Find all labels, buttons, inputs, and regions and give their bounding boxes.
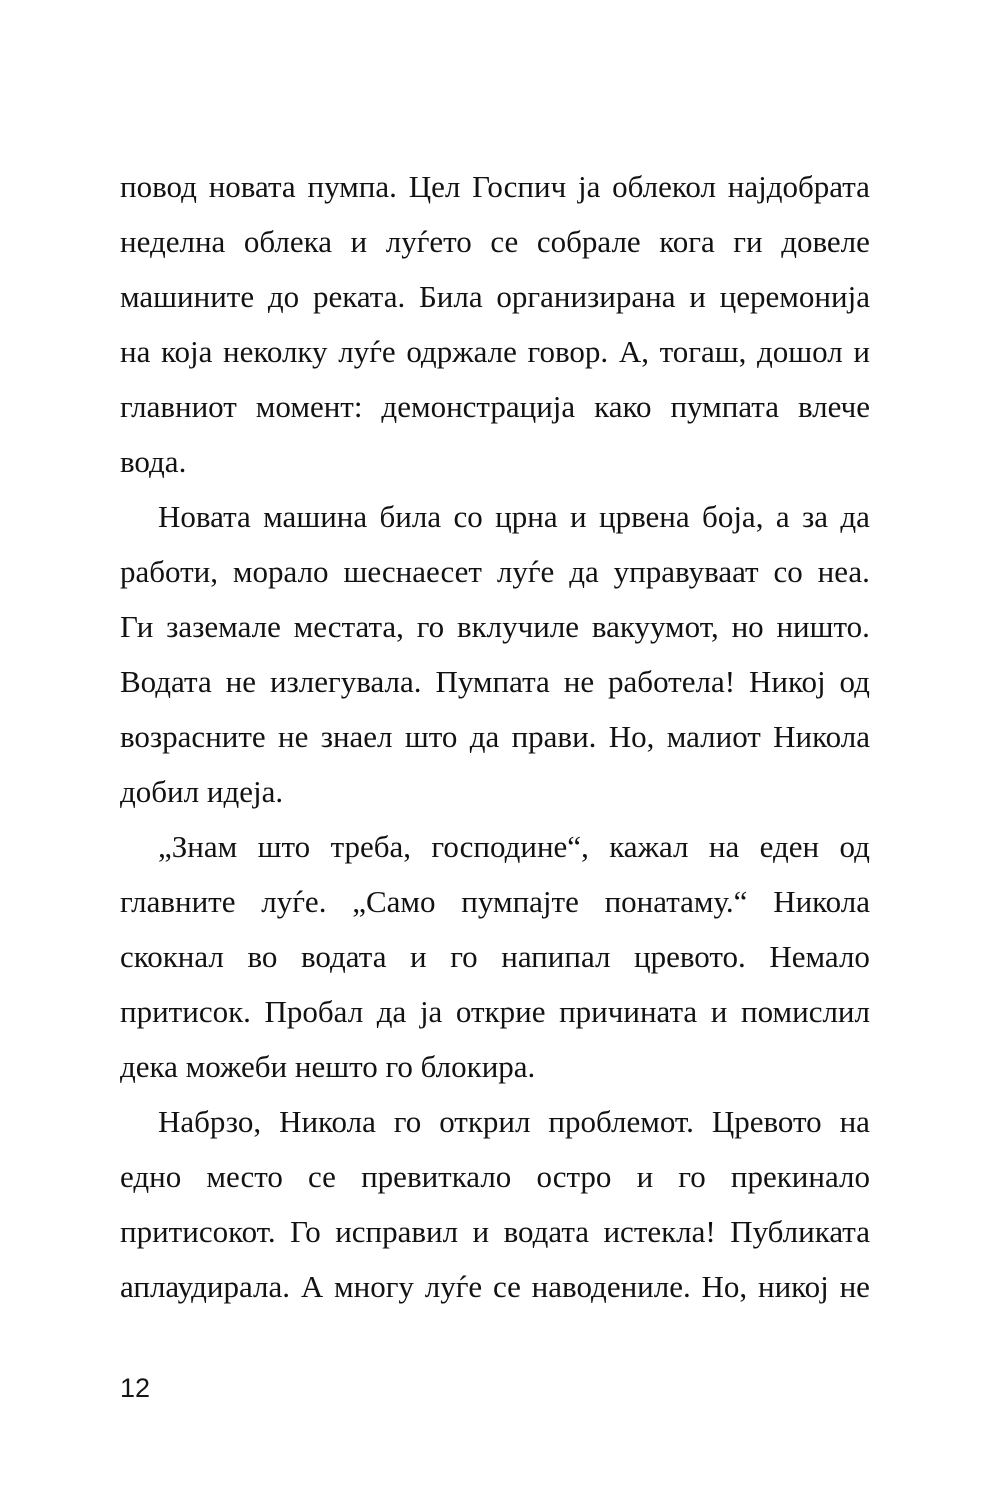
- word: како: [594, 389, 652, 424]
- text-line: [120, 709, 870, 764]
- text-block: [120, 159, 870, 1314]
- word: открие: [455, 994, 546, 1029]
- word: да: [376, 994, 407, 1029]
- word: заземале: [166, 609, 281, 644]
- word: Публиката: [730, 1214, 870, 1249]
- word: А: [300, 1269, 324, 1304]
- word: на: [708, 829, 740, 864]
- word: ништо.: [776, 609, 870, 644]
- text-line: [120, 269, 870, 324]
- word: главните: [120, 884, 236, 919]
- word: но: [731, 609, 764, 644]
- word: со: [773, 554, 803, 589]
- word: собрале: [536, 224, 641, 259]
- word: аплаудирала.: [120, 1269, 291, 1304]
- word: цревото.: [634, 939, 746, 974]
- word: црвена: [599, 499, 690, 534]
- text-line: [120, 599, 870, 654]
- word: не: [225, 664, 257, 699]
- word: возрасните: [120, 719, 266, 754]
- word: ги: [733, 224, 763, 259]
- word: Водата: [120, 664, 212, 699]
- word: причината: [559, 994, 698, 1029]
- word: црна: [495, 499, 558, 534]
- word: го: [450, 939, 478, 974]
- word: Никола: [279, 1104, 376, 1139]
- word: повод: [120, 169, 197, 204]
- word: водата: [503, 1214, 590, 1249]
- word: морало: [232, 554, 329, 589]
- word: притисок.: [120, 994, 251, 1029]
- text-line: [120, 544, 870, 599]
- word: со: [453, 499, 483, 534]
- word: остро: [536, 1159, 612, 1194]
- word: се: [490, 224, 519, 259]
- text-line: [120, 1094, 870, 1149]
- word: церемонија: [719, 279, 870, 314]
- word: машина: [263, 499, 368, 534]
- word: тогаш,: [659, 334, 747, 369]
- text-line: [120, 489, 870, 544]
- text-line: [120, 929, 870, 984]
- word: притисокот.: [120, 1214, 276, 1249]
- word: довеле: [781, 224, 870, 259]
- word: неделна: [120, 224, 226, 259]
- word: излегувала.: [269, 664, 422, 699]
- word: и: [636, 1159, 654, 1194]
- word: реката.: [312, 279, 406, 314]
- word: превиткало: [361, 1159, 512, 1194]
- word: го: [678, 1159, 706, 1194]
- word: Немало: [769, 939, 870, 974]
- word: прекинало: [730, 1159, 870, 1194]
- word: од: [839, 664, 870, 699]
- text-line: [120, 654, 870, 709]
- word: никој: [757, 1269, 829, 1304]
- word: понатаму.“: [604, 884, 748, 919]
- word: и: [853, 334, 870, 369]
- text-line: [120, 874, 870, 929]
- word: кога: [659, 224, 715, 259]
- word: која: [161, 334, 213, 369]
- word: Набрзо,: [158, 1104, 262, 1139]
- word: да: [469, 719, 500, 754]
- word: Новата: [158, 499, 251, 534]
- word: одржале: [406, 334, 517, 369]
- word: вакуумот,: [591, 609, 719, 644]
- text-line: [120, 1204, 870, 1259]
- word: пумпа.: [307, 169, 397, 204]
- word: „Само: [352, 884, 436, 919]
- word: Никој: [748, 664, 826, 699]
- word: Но,: [701, 1269, 748, 1304]
- word: водата: [301, 939, 387, 974]
- word: едно: [120, 1159, 182, 1194]
- text-line: вода.: [120, 444, 187, 479]
- word: говор.: [527, 334, 609, 369]
- word: Го: [290, 1214, 321, 1249]
- word: управуваат: [613, 554, 759, 589]
- word: ја: [419, 994, 443, 1029]
- word: скокнал: [120, 939, 224, 974]
- word: проблемот.: [548, 1104, 694, 1139]
- word: не: [563, 664, 595, 699]
- word: момент:: [255, 389, 363, 424]
- text-line: [120, 819, 870, 874]
- page-number: 12: [120, 1373, 151, 1403]
- word: се: [492, 1269, 521, 1304]
- word: што: [257, 829, 311, 864]
- word: Никола: [773, 719, 870, 754]
- word: во: [247, 939, 278, 974]
- word: облека: [243, 224, 332, 259]
- word: до: [267, 279, 300, 314]
- paragraph: [120, 489, 870, 819]
- text-line: [120, 379, 870, 434]
- word: вклучиле: [456, 609, 580, 644]
- word: Цревото: [711, 1104, 822, 1139]
- word: работела!: [608, 664, 736, 699]
- word: Цел: [408, 169, 461, 204]
- word: демонстрација: [381, 389, 576, 424]
- word: Госпич: [472, 169, 567, 204]
- word: главниот: [120, 389, 237, 424]
- word: истекла!: [603, 1214, 716, 1249]
- word: дошол: [757, 334, 843, 369]
- word: облекол: [612, 169, 716, 204]
- word: а: [775, 499, 790, 534]
- word: помислил: [741, 994, 870, 1029]
- word: не: [278, 719, 309, 754]
- word: луѓе: [424, 1269, 483, 1304]
- text-line: [120, 159, 870, 214]
- word: новата: [208, 169, 296, 204]
- word: најдобрата: [727, 169, 870, 204]
- word: го: [393, 1104, 422, 1139]
- word: луѓе.: [261, 884, 327, 919]
- word: од: [839, 829, 870, 864]
- word: неа.: [817, 554, 870, 589]
- word: луѓето: [385, 224, 472, 259]
- word: за: [802, 499, 829, 534]
- word: и: [350, 224, 368, 259]
- word: Ги: [120, 609, 154, 644]
- word: А,: [618, 334, 649, 369]
- text-line: [120, 1259, 870, 1314]
- word: шеснаесет: [343, 554, 482, 589]
- word: на: [120, 334, 151, 369]
- word: била: [379, 499, 442, 534]
- word: напипал: [501, 939, 611, 974]
- word: се: [308, 1159, 336, 1194]
- word: не: [839, 1269, 870, 1304]
- word: што: [404, 719, 458, 754]
- text-line: [120, 324, 870, 379]
- word: господине“,: [431, 829, 589, 864]
- word: малиот: [666, 719, 761, 754]
- word: кажал: [609, 829, 689, 864]
- word: прави.: [511, 719, 597, 754]
- word: Никола: [773, 884, 870, 919]
- word: пумпајте: [461, 884, 579, 919]
- word: неколку: [223, 334, 328, 369]
- word: да: [569, 554, 599, 589]
- word: Пробал: [264, 994, 364, 1029]
- word: влече: [797, 389, 870, 424]
- text-line: [120, 214, 870, 269]
- word: Пумпата: [435, 664, 550, 699]
- paragraph: [120, 1094, 870, 1314]
- word: многу: [334, 1269, 414, 1304]
- word: ја: [577, 169, 601, 204]
- word: на: [839, 1104, 870, 1139]
- word: знаел: [320, 719, 393, 754]
- word: местата,: [293, 609, 404, 644]
- word: боја,: [702, 499, 764, 534]
- word: и: [410, 939, 427, 974]
- word: наводениле.: [531, 1269, 691, 1304]
- word: пумпата: [670, 389, 779, 424]
- paragraph: [120, 159, 870, 489]
- word: да: [840, 499, 870, 534]
- word: исправил: [335, 1214, 459, 1249]
- word: работи,: [120, 554, 219, 589]
- word: луѓе: [338, 334, 396, 369]
- word: организирана: [496, 279, 676, 314]
- paragraph: [120, 819, 870, 1094]
- word: и: [472, 1214, 490, 1249]
- word: треба,: [330, 829, 412, 864]
- text-line: [120, 1149, 870, 1204]
- word: Била: [419, 279, 483, 314]
- word: Но,: [608, 719, 655, 754]
- word: луѓе: [496, 554, 555, 589]
- text-line: дека можеби нешто го блокира.: [120, 1049, 536, 1084]
- word: и: [570, 499, 587, 534]
- word: машините: [120, 279, 255, 314]
- word: го: [416, 609, 445, 644]
- text-line: [120, 984, 870, 1039]
- word: и: [689, 279, 706, 314]
- word: еден: [759, 829, 820, 864]
- word: „Знам: [158, 829, 238, 864]
- word: место: [206, 1159, 283, 1194]
- word: и: [710, 994, 728, 1029]
- word: открил: [439, 1104, 531, 1139]
- text-line: добил идеја.: [120, 774, 284, 809]
